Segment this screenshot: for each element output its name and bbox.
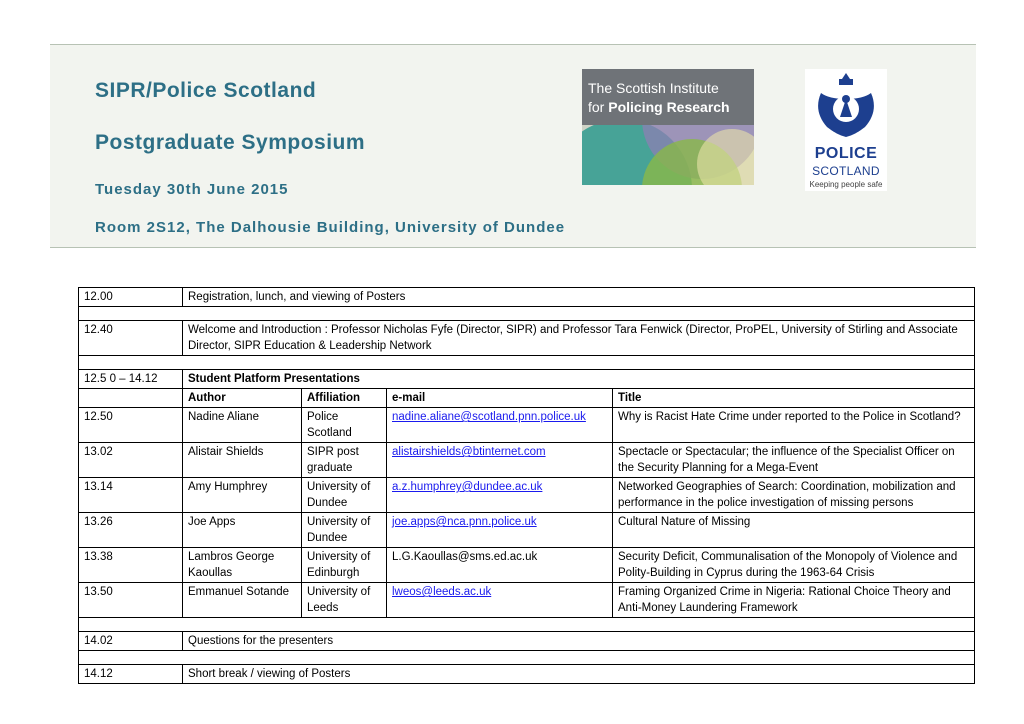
email-link[interactable]: alistairshields@btinternet.com: [392, 446, 546, 458]
time-cell: 13.50: [79, 583, 183, 618]
col-email: e-mail: [387, 389, 613, 408]
col-affiliation: Affiliation: [302, 389, 387, 408]
time-cell: 14.02: [79, 632, 183, 651]
page-title: SIPR/Police Scotland: [95, 79, 317, 102]
event-date: Tuesday 30th June 2015: [95, 181, 289, 198]
row-platform: [79, 370, 975, 389]
email-cell: [387, 478, 613, 513]
title-cell: Cultural Nature of Missing: [613, 513, 975, 548]
title-cell: Spectacle or Spectacular; the influence of the Specialist Officer on the Security Planning for a Mega-Event: [613, 443, 975, 478]
session-text: Welcome and Introduction : Professor Nicholas Fyfe (Director, SIPR) and Professor Tara Fenwick (Director, ProPEL, University of Stirling and Associate Director, SIPR Education & Leadership Network: [183, 321, 975, 356]
email-cell: L.G.Kaoullas@sms.ed.ac.uk: [387, 548, 613, 583]
col-title: Title: [613, 389, 975, 408]
page-subtitle: Postgraduate Symposium: [95, 131, 366, 154]
email-cell: [387, 513, 613, 548]
police-logo-tagline: Keeping people safe: [809, 180, 883, 189]
row-questions: [79, 632, 975, 651]
police-logo-region: SCOTLAND: [812, 164, 880, 178]
email-cell: [387, 583, 613, 618]
author-cell: Joe Apps: [183, 513, 302, 548]
author-cell: Nadine Aliane: [183, 408, 302, 443]
spacer-row: [79, 356, 975, 370]
author-cell: Emmanuel Sotande: [183, 583, 302, 618]
sipr-logo-text: [588, 79, 730, 117]
author-cell: Alistair Shields: [183, 443, 302, 478]
row-break: [79, 665, 975, 684]
author-cell: Amy Humphrey: [183, 478, 302, 513]
title-cell: Why is Racist Hate Crime under reported to the Police in Scotland?: [613, 408, 975, 443]
affiliation-cell: Police Scotland: [302, 408, 387, 443]
time-cell: 13.02: [79, 443, 183, 478]
sipr-logo-line1: The Scottish Institute: [588, 80, 719, 96]
session-text: Registration, lunch, and viewing of Posters: [183, 288, 975, 307]
affiliation-cell: SIPR post graduate: [302, 443, 387, 478]
spacer-row: [79, 307, 975, 321]
table-row: [79, 443, 975, 478]
affiliation-cell: University of Leeds: [302, 583, 387, 618]
thistle-crest-icon: [805, 69, 887, 143]
time-cell: 12.40: [79, 321, 183, 356]
email-cell: [387, 443, 613, 478]
author-cell: Lambros George Kaoullas: [183, 548, 302, 583]
sipr-logo: [582, 69, 754, 185]
police-scotland-logo: [805, 69, 887, 191]
session-text: Questions for the presenters: [183, 632, 975, 651]
email-link[interactable]: joe.apps@nca.pnn.police.uk: [392, 516, 537, 528]
email-link[interactable]: lweos@leeds.ac.uk: [392, 586, 492, 598]
time-cell: 12.00: [79, 288, 183, 307]
title-cell: Framing Organized Crime in Nigeria: Rational Choice Theory and Anti-Money Laundering Framework: [613, 583, 975, 618]
email-link[interactable]: a.z.humphrey@dundee.ac.uk: [392, 481, 543, 493]
title-cell: Security Deficit, Communalisation of the Monopoly of Violence and Polity-Building in Cyprus during the 1963-64 Crisis: [613, 548, 975, 583]
row-welcome: [79, 321, 975, 356]
time-cell: 14.12: [79, 665, 183, 684]
sipr-logo-bold: Policing Research: [608, 99, 730, 115]
time-cell: 13.38: [79, 548, 183, 583]
time-cell: 13.26: [79, 513, 183, 548]
affiliation-cell: University of Edinburgh: [302, 548, 387, 583]
header-band: [50, 44, 976, 248]
table-row: [79, 548, 975, 583]
time-cell: 13.14: [79, 478, 183, 513]
table-row: [79, 513, 975, 548]
affiliation-cell: University of Dundee: [302, 513, 387, 548]
spacer-row: [79, 618, 975, 632]
table-row: [79, 583, 975, 618]
police-logo-name: POLICE: [814, 145, 878, 162]
sipr-logo-prefix: for: [588, 99, 609, 115]
event-room: Room 2S12, The Dalhousie Building, University of Dundee: [95, 219, 566, 236]
email-cell: [387, 408, 613, 443]
col-author: Author: [183, 389, 302, 408]
session-text: Short break / viewing of Posters: [183, 665, 975, 684]
time-cell: 12.50: [79, 408, 183, 443]
sipr-logo-line2: [588, 98, 730, 117]
affiliation-cell: University of Dundee: [302, 478, 387, 513]
row-registration: [79, 288, 975, 307]
email-link[interactable]: nadine.aliane@scotland.pnn.police.uk: [392, 411, 586, 423]
schedule-table: [78, 287, 975, 684]
time-cell: 12.5 0 – 14.12: [79, 370, 183, 389]
table-row: [79, 478, 975, 513]
column-header-row: [79, 389, 975, 408]
title-cell: Networked Geographies of Search: Coordination, mobilization and performance in the police investigation of missing persons: [613, 478, 975, 513]
table-row: [79, 408, 975, 443]
spacer-row: [79, 651, 975, 665]
session-title: Student Platform Presentations: [183, 370, 975, 389]
